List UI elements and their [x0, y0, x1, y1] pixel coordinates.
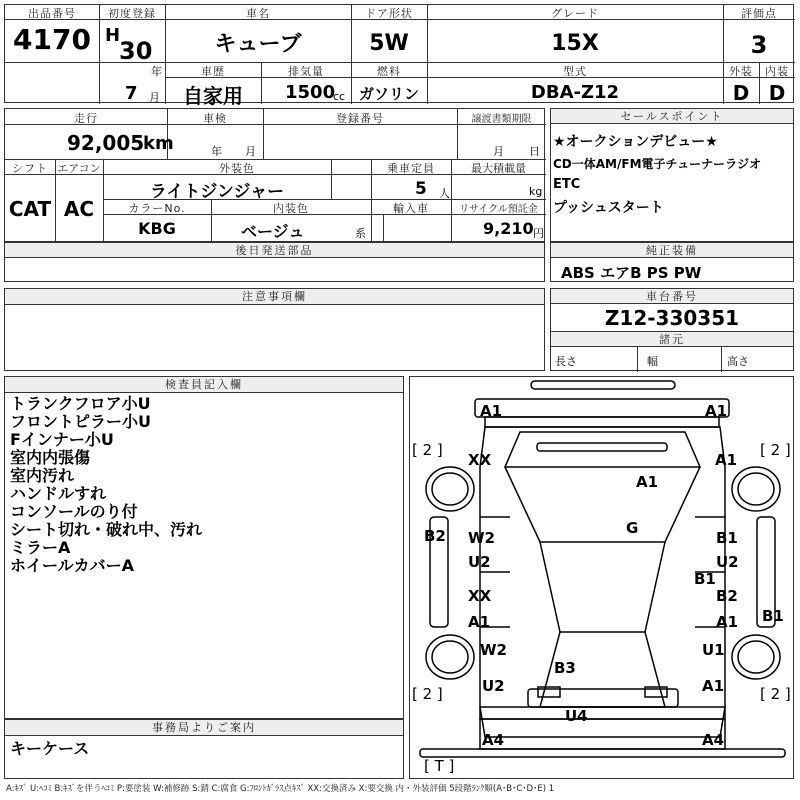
inspector-note: Fインナー小U	[10, 430, 114, 449]
damage-mark: B2	[424, 527, 446, 545]
capacity-unit: 人	[439, 187, 450, 200]
max-load-label: 最大積載量	[471, 162, 526, 175]
genuine-block	[550, 242, 794, 282]
damage-mark: W2	[480, 641, 507, 659]
load-unit: kg	[529, 185, 543, 198]
interior-label: 内装	[765, 65, 789, 78]
interior-grade: D	[768, 81, 786, 105]
fuel-value: ガソリン	[358, 85, 419, 103]
reg-month: 7	[125, 83, 138, 104]
recycle-unit: 円	[533, 227, 544, 240]
chassis-block	[550, 288, 794, 371]
tire-mark: [ 2 ]	[760, 685, 791, 703]
ext-color-label: 外装色	[219, 162, 255, 175]
damage-mark: A4	[702, 731, 725, 749]
office-label: 事務局よりご案内	[5, 720, 403, 736]
damage-mark: B1	[694, 570, 716, 588]
damage-mark: U4	[565, 707, 588, 725]
transfer-month-unit: 月	[493, 145, 504, 158]
era-letter: H	[105, 25, 121, 46]
int-color-label: 内装色	[273, 202, 309, 215]
inspector-note: コンソールのり付	[10, 502, 138, 521]
mileage-unit: km	[143, 133, 174, 154]
grade-value: 15X	[551, 31, 599, 56]
damage-mark: G	[626, 519, 639, 537]
damage-mark: XX	[468, 451, 492, 469]
aircon-value: AC	[63, 197, 95, 221]
spec-length: 長さ	[555, 355, 577, 368]
reg-year: 30	[119, 37, 153, 65]
lot-number: 4170	[13, 23, 91, 56]
exterior-grade: D	[732, 81, 750, 105]
damage-mark: B1	[716, 529, 738, 547]
exterior-label: 外装	[729, 65, 753, 78]
genuine-label: 純正装備	[551, 243, 793, 258]
damage-mark: W2	[468, 529, 495, 547]
transfer-day-unit: 日	[529, 145, 540, 158]
color-no-label: カラーNo.	[128, 202, 186, 215]
transfer-label: 譲渡書類期限	[471, 114, 532, 125]
shift-value: CAT	[8, 197, 52, 221]
caution-label: 注意事項欄	[5, 289, 544, 305]
later-parts-label: 後日発送部品	[5, 243, 544, 258]
tire-mark: [ 2 ]	[412, 441, 443, 459]
reg-no-label: 登録番号	[336, 112, 384, 125]
reg-month-unit: 月	[149, 91, 160, 104]
inspector-label: 検査員記入欄	[5, 377, 403, 393]
legend: A:ｷｽﾞ U:ﾍｺﾐ B:ｷｽﾞを伴うﾍｺﾐ P:要塗装 W:補修跡 S:錆 C:腐食 G:ﾌﾛﾝﾄｶﾞﾗｽ点ｷｽﾞ XX:交換済み X:要交換 内・外装評価 5段階ﾗﾝｸ順(A･B･C･D･E) 1	[6, 784, 555, 794]
office-note: キーケース	[10, 739, 90, 758]
fuel-label: 燃料	[377, 65, 401, 78]
import-label: 輸入車	[393, 202, 429, 215]
score-label: 評価点	[741, 7, 777, 20]
sales-points-block	[550, 108, 794, 242]
sales-point-1: ★オークションデビュー★	[553, 134, 718, 150]
capacity-label: 乗車定員	[387, 162, 435, 175]
damage-mark: A1	[468, 613, 491, 631]
inspector-note: トランクフロア小U	[10, 394, 151, 413]
damage-mark: A1	[716, 613, 739, 631]
inspector-note: 室内汚れ	[10, 466, 75, 485]
grade-label: グレード	[551, 7, 599, 20]
damage-mark: U2	[468, 553, 491, 571]
tire-mark-t: [ T ]	[424, 757, 455, 775]
inspector-note: ミラーA	[10, 538, 71, 557]
history-label: 車歴	[201, 65, 225, 78]
specs-label: 諸元	[551, 332, 793, 347]
score-value: 3	[750, 31, 768, 59]
aircon-label: エアコン	[57, 162, 101, 175]
mileage-value: 92,005	[67, 131, 145, 155]
inspection-label: 車検	[203, 112, 227, 125]
damage-mark: B3	[554, 659, 576, 677]
insp-month-unit: 月	[245, 145, 256, 158]
int-color-value: ベージュ	[241, 222, 305, 241]
damage-mark: U1	[702, 641, 725, 659]
chassis-label: 車台番号	[551, 289, 793, 304]
tire-mark: [ 2 ]	[760, 441, 791, 459]
recycle-value: 9,210	[483, 219, 534, 238]
insp-year-unit: 年	[211, 145, 222, 158]
inspector-note: 室内内張傷	[10, 448, 91, 467]
displacement-label: 排気量	[288, 65, 324, 78]
header-block	[4, 4, 794, 108]
damage-mark: XX	[468, 587, 492, 605]
model-value: DBA-Z12	[530, 82, 620, 103]
car-name-label: 車名	[246, 7, 270, 20]
details-block	[4, 108, 545, 242]
recycle-label: リサイクル預託金	[459, 204, 538, 215]
ext-color-value: ライトジンジャー	[149, 182, 285, 202]
inspector-note: シート切れ・破れ中、汚れ	[10, 520, 203, 539]
chassis-number: Z12-330351	[604, 306, 740, 330]
damage-mark: B2	[716, 587, 738, 605]
spec-height: 高さ	[727, 355, 749, 368]
sales-point-4: プッシュスタート	[553, 200, 664, 216]
model-label: 型式	[563, 65, 587, 78]
inspector-note: フロントピラー小U	[10, 412, 151, 431]
shift-label: シフト	[12, 162, 48, 175]
inspector-block	[4, 376, 404, 719]
damage-mark: A1	[636, 473, 659, 491]
inspector-note: ハンドルすれ	[10, 484, 107, 503]
damage-mark: A1	[480, 402, 503, 420]
spec-width: 幅	[647, 355, 658, 368]
displacement-unit: cc	[333, 90, 346, 103]
damage-mark: U2	[716, 553, 739, 571]
damage-mark: A1	[705, 402, 728, 420]
damage-mark: A1	[715, 451, 738, 469]
displacement-value: 1500	[285, 82, 336, 103]
car-name: キューブ	[214, 32, 302, 57]
damage-mark: B1	[762, 607, 784, 625]
color-no-value: KBG	[138, 219, 176, 238]
caution-block	[4, 288, 545, 371]
office-block	[4, 719, 404, 779]
reg-year-unit: 年	[151, 65, 162, 78]
car-outline	[410, 377, 795, 780]
sales-points-label: セールスポイント	[551, 109, 793, 124]
damage-mark: U2	[482, 677, 505, 695]
genuine-value: ABS エアB PS PW	[561, 264, 702, 282]
damage-mark: A1	[702, 677, 725, 695]
sales-point-2: CD一体AM/FM電子チューナーラジオ	[553, 157, 762, 171]
lot-no-label: 出品番号	[28, 7, 76, 20]
mileage-label: 走行	[74, 112, 98, 125]
inspector-note: ホイールカバーA	[10, 556, 135, 575]
damage-mark: A4	[482, 731, 505, 749]
tire-mark: [ 2 ]	[412, 685, 443, 703]
sales-point-3: ETC	[553, 177, 581, 192]
history-value: 自家用	[183, 84, 243, 108]
later-parts-block	[4, 242, 545, 282]
capacity-value: 5	[415, 179, 427, 199]
first-reg-label: 初度登録	[108, 7, 156, 20]
door-type: 5W	[369, 31, 409, 56]
door-label: ドア形状	[365, 7, 413, 20]
damage-diagram	[409, 376, 794, 779]
int-color-suffix: 系	[355, 227, 366, 240]
